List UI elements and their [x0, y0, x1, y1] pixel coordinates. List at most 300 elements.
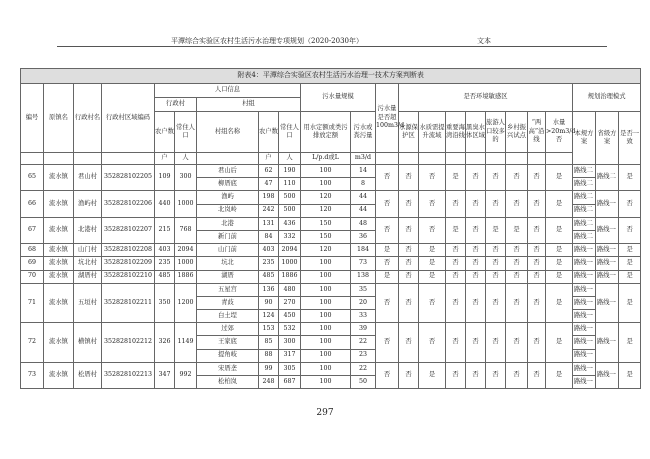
- table-row: [21, 283, 641, 296]
- cell-group-households: 403: [259, 244, 279, 257]
- cell-plan: 路线二: [573, 230, 596, 243]
- cell-sensitive: 否: [528, 191, 546, 217]
- cell-plan: 路线一: [573, 296, 596, 309]
- cell-households: 326: [155, 323, 175, 363]
- cell-village: 渔屿村: [74, 191, 102, 217]
- cell-sensitive: 否: [528, 165, 546, 191]
- units-blank: [486, 153, 506, 165]
- table-row: [21, 323, 641, 336]
- units-blank: [102, 153, 155, 165]
- cell-households: 350: [155, 283, 175, 323]
- cell-consistent: 是: [619, 165, 641, 191]
- cell-group-households: 84: [259, 230, 279, 243]
- header-quota: 用水定额或类污排放定额: [301, 112, 351, 153]
- cell-group-name: 湖厝: [197, 270, 259, 283]
- cell-sensitive: 否: [528, 323, 546, 363]
- cell-group-population: 500: [279, 204, 301, 217]
- cell-plan: 路线一: [573, 244, 596, 257]
- header-group-households: 农户数: [259, 112, 279, 153]
- cell-plan: 路线二: [573, 165, 596, 178]
- table-row: [21, 191, 641, 204]
- table-row: [21, 217, 641, 230]
- cell-town: 流水镇: [44, 257, 74, 270]
- cell-plan: 路线一: [573, 310, 596, 323]
- unit-group-households: 户: [259, 153, 279, 165]
- cell-town: 流水镇: [44, 323, 74, 363]
- cell-sensitive: 是: [546, 217, 573, 243]
- cell-sensitive: 否: [419, 323, 446, 363]
- cell-sensitive: 否: [399, 191, 419, 217]
- cell-sewage: 33: [351, 310, 376, 323]
- units-blank: [419, 153, 446, 165]
- cell-over100: 否: [376, 191, 399, 217]
- cell-plan: 路线一: [573, 283, 596, 296]
- cell-over100: 否: [376, 257, 399, 270]
- cell-sensitive: 是: [546, 191, 573, 217]
- cell-no: 73: [21, 362, 44, 388]
- cell-group-households: 47: [259, 178, 279, 191]
- cell-group-name: 过郊: [197, 323, 259, 336]
- cell-quota: 100: [301, 376, 351, 389]
- cell-group-households: 131: [259, 217, 279, 230]
- cell-provincial: 路线一: [596, 323, 619, 363]
- cell-sewage: 36: [351, 230, 376, 243]
- header-admin-village: 行政村: [155, 98, 197, 112]
- cell-group-name: 白土埕: [197, 310, 259, 323]
- header-over100: 污水量是否超100m3/d: [376, 84, 399, 153]
- cell-sensitive: 是: [546, 244, 573, 257]
- cell-group-households: 235: [259, 257, 279, 270]
- cell-village: 北港村: [74, 217, 102, 243]
- cell-population: 2094: [175, 244, 197, 257]
- cell-sensitive: 否: [446, 362, 466, 388]
- cell-quota: 150: [301, 217, 351, 230]
- cell-provincial: 路线一: [596, 362, 619, 388]
- cell-sensitive: 是: [419, 244, 446, 257]
- units-blank: [466, 153, 486, 165]
- cell-provincial: 路线一: [596, 257, 619, 270]
- header-sensitive-col: 水质需提升流域: [419, 112, 446, 153]
- cell-no: 65: [21, 165, 44, 191]
- cell-sensitive: 否: [399, 362, 419, 388]
- cell-sensitive: 否: [399, 270, 419, 283]
- cell-sewage: 138: [351, 270, 376, 283]
- cell-population: 1000: [175, 257, 197, 270]
- cell-sensitive: 否: [399, 323, 419, 363]
- cell-no: 68: [21, 244, 44, 257]
- cell-group-population: 687: [279, 376, 301, 389]
- cell-code: 352828102212: [102, 323, 155, 363]
- cell-sensitive: 否: [466, 191, 486, 217]
- cell-group-households: 248: [259, 376, 279, 389]
- cell-sensitive: 否: [399, 217, 419, 243]
- cell-no: 66: [21, 191, 44, 217]
- cell-sensitive: 否: [399, 257, 419, 270]
- cell-sensitive: 否: [466, 323, 486, 363]
- header-sewage: 污水或粪污量: [351, 112, 376, 153]
- cell-group-households: 198: [259, 191, 279, 204]
- cell-quota: 100: [301, 336, 351, 349]
- cell-sewage: 39: [351, 323, 376, 336]
- cell-town: 流水镇: [44, 283, 74, 323]
- cell-sensitive: 是: [419, 362, 446, 388]
- cell-group-name: 山门前: [197, 244, 259, 257]
- cell-group-population: 436: [279, 217, 301, 230]
- cell-population: 1200: [175, 283, 197, 323]
- cell-sewage: 44: [351, 191, 376, 204]
- table-title: 附表4：平潭综合实验区农村生活污水治理一技术方案判断表: [21, 69, 641, 84]
- cell-code: 352828102206: [102, 191, 155, 217]
- cell-plan: 路线二: [573, 178, 596, 191]
- cell-group-population: 450: [279, 310, 301, 323]
- cell-code: 352828102208: [102, 244, 155, 257]
- units-blank: [528, 153, 546, 165]
- cell-sensitive: 否: [528, 244, 546, 257]
- cell-quota: 120: [301, 204, 351, 217]
- cell-no: 71: [21, 283, 44, 323]
- header-sensitive-col: 黑臭水体区域: [466, 112, 486, 153]
- cell-consistent: 否: [619, 191, 641, 217]
- cell-households: 403: [155, 244, 175, 257]
- cell-sensitive: 否: [446, 283, 466, 323]
- cell-town: 流水镇: [44, 270, 74, 283]
- cell-group-name: 新门前: [197, 230, 259, 243]
- cell-no: 69: [21, 257, 44, 270]
- cell-plan: 路线二: [573, 191, 596, 204]
- header-plan: 本规方案: [573, 112, 596, 165]
- header-sensitive-col: 水源保护区: [399, 112, 419, 153]
- cell-consistent: 是: [619, 244, 641, 257]
- cell-sensitive: 否: [446, 191, 466, 217]
- cell-no: 70: [21, 270, 44, 283]
- cell-plan: 路线一: [573, 362, 596, 375]
- cell-group-name: 提角岐: [197, 349, 259, 362]
- cell-sensitive: 否: [506, 270, 528, 283]
- unit-sewage: m3/d: [351, 153, 376, 165]
- cell-consistent: 否: [619, 217, 641, 243]
- cell-sensitive: 是: [446, 217, 466, 243]
- cell-sewage: 48: [351, 217, 376, 230]
- cell-sensitive: 是: [546, 283, 573, 323]
- cell-sensitive: 是: [506, 217, 528, 243]
- cell-sensitive: 是: [486, 217, 506, 243]
- cell-plan: 路线一: [573, 376, 596, 389]
- cell-group-households: 124: [259, 310, 279, 323]
- cell-provincial: 路线一: [596, 244, 619, 257]
- table-row: [21, 270, 641, 283]
- cell-group-households: 485: [259, 270, 279, 283]
- header-code: 行政村区域编码: [102, 84, 155, 153]
- cell-consistent: 是: [619, 323, 641, 363]
- header-provincial: 省级方案: [596, 112, 619, 165]
- cell-group-name: 柳厝底: [197, 178, 259, 191]
- cell-quota: 100: [301, 270, 351, 283]
- cell-over100: 否: [376, 283, 399, 323]
- cell-sensitive: 否: [466, 244, 486, 257]
- cell-no: 72: [21, 323, 44, 363]
- cell-consistent: 是: [619, 270, 641, 283]
- cell-consistent: 是: [619, 257, 641, 270]
- units-blank: [446, 153, 466, 165]
- cell-code: 352828102209: [102, 257, 155, 270]
- cell-quota: 100: [301, 178, 351, 191]
- header-mode: 规划治理模式: [573, 84, 641, 112]
- unit-households: 户: [155, 153, 175, 165]
- cell-group-name: 五星宫: [197, 283, 259, 296]
- cell-group-population: 300: [279, 336, 301, 349]
- cell-households: 485: [155, 270, 175, 283]
- unit-group-population: 人: [279, 153, 301, 165]
- cell-sensitive: 否: [466, 217, 486, 243]
- cell-sensitive: 否: [506, 191, 528, 217]
- cell-sensitive: 否: [486, 283, 506, 323]
- cell-village: 横镇村: [74, 323, 102, 363]
- cell-village: 山门村: [74, 244, 102, 257]
- cell-population: 1000: [175, 191, 197, 217]
- cell-sensitive: 否: [486, 191, 506, 217]
- cell-sensitive: 否: [506, 362, 528, 388]
- cell-sensitive: 是: [446, 165, 466, 191]
- cell-group-name: 青歧: [197, 296, 259, 309]
- cell-group-population: 270: [279, 296, 301, 309]
- cell-group-households: 85: [259, 336, 279, 349]
- units-blank: [399, 153, 419, 165]
- cell-sensitive: 否: [506, 257, 528, 270]
- table-body: [21, 165, 641, 389]
- units-blank: [546, 153, 573, 165]
- cell-group-households: 242: [259, 204, 279, 217]
- cell-quota: 100: [301, 310, 351, 323]
- header-sensitive-col: 乡村振兴试点: [506, 112, 528, 153]
- cell-group-households: 88: [259, 349, 279, 362]
- cell-group-name: 渔屿: [197, 191, 259, 204]
- cell-village: 君山村: [74, 165, 102, 191]
- cell-sensitive: 否: [399, 165, 419, 191]
- header-sensitive-col: 重要海湾沿线: [446, 112, 466, 153]
- cell-sensitive: 否: [528, 362, 546, 388]
- cell-code: 352828102213: [102, 362, 155, 388]
- cell-over100: 否: [376, 323, 399, 363]
- cell-group-name: 北港: [197, 217, 259, 230]
- cell-quota: 100: [301, 362, 351, 375]
- header-sensitive-col: “两高”沿线: [528, 112, 546, 153]
- units-blank: [74, 153, 102, 165]
- cell-sensitive: 否: [486, 323, 506, 363]
- cell-provincial: 路线一: [596, 283, 619, 323]
- cell-quota: 100: [301, 323, 351, 336]
- cell-sensitive: 是: [546, 165, 573, 191]
- table-row: [21, 257, 641, 270]
- cell-plan: 路线一: [573, 323, 596, 336]
- cell-sensitive: 否: [466, 165, 486, 191]
- cell-plan: 路线一: [573, 257, 596, 270]
- cell-group-population: 190: [279, 165, 301, 178]
- cell-town: 流水镇: [44, 362, 74, 388]
- cell-sensitive: 否: [419, 283, 446, 323]
- cell-group-population: 480: [279, 283, 301, 296]
- cell-group-population: 332: [279, 230, 301, 243]
- cell-group-households: 62: [259, 165, 279, 178]
- cell-code: 352828102205: [102, 165, 155, 191]
- cell-households: 440: [155, 191, 175, 217]
- table-row: [21, 362, 641, 375]
- cell-quota: 100: [301, 296, 351, 309]
- cell-over100: 否: [376, 165, 399, 191]
- header-households: 农户数: [155, 112, 175, 153]
- cell-sewage: 22: [351, 362, 376, 375]
- cell-plan: 路线一: [573, 270, 596, 283]
- cell-quota: 100: [301, 349, 351, 362]
- cell-population: 1149: [175, 323, 197, 363]
- page-number: 297: [316, 408, 334, 418]
- cell-population: 300: [175, 165, 197, 191]
- cell-quota: 100: [301, 257, 351, 270]
- table-row: [21, 244, 641, 257]
- cell-sensitive: 否: [446, 270, 466, 283]
- cell-group-households: 99: [259, 362, 279, 375]
- header-sewage-scale: 污水量规模: [301, 84, 376, 112]
- cell-sensitive: 否: [446, 257, 466, 270]
- units-blank: [376, 153, 399, 165]
- units-blank: [506, 153, 528, 165]
- cell-sensitive: 是: [546, 323, 573, 363]
- cell-sensitive: 否: [486, 257, 506, 270]
- cell-village: 五垣村: [74, 283, 102, 323]
- cell-sewage: 14: [351, 165, 376, 178]
- cell-sewage: 184: [351, 244, 376, 257]
- cell-over100: 是: [376, 270, 399, 283]
- cell-village: 湖厝村: [74, 270, 102, 283]
- cell-sensitive: 否: [446, 323, 466, 363]
- cell-code: 352828102210: [102, 270, 155, 283]
- cell-town: 流水镇: [44, 165, 74, 191]
- cell-group-population: 2094: [279, 244, 301, 257]
- cell-code: 352828102211: [102, 283, 155, 323]
- cell-population: 992: [175, 362, 197, 388]
- header-sensitive-col: 旅游人口较多的: [486, 112, 506, 153]
- cell-sensitive: 否: [486, 270, 506, 283]
- cell-group-name: 宋厝垄: [197, 362, 259, 375]
- cell-sensitive: 否: [506, 323, 528, 363]
- header-population-info: 人口信息: [155, 84, 301, 98]
- cell-sensitive: 否: [466, 270, 486, 283]
- cell-group-name: 王家底: [197, 336, 259, 349]
- unit-population: 人: [175, 153, 197, 165]
- header-sensitive: 是否环境敏感区: [399, 84, 573, 112]
- cell-group-population: 305: [279, 362, 301, 375]
- cell-sensitive: 否: [506, 244, 528, 257]
- header-no: 编号: [21, 84, 44, 153]
- cell-population: 1886: [175, 270, 197, 283]
- header-town: 原镇名: [44, 84, 74, 153]
- cell-group-population: 500: [279, 191, 301, 204]
- cell-quota: 100: [301, 165, 351, 178]
- cell-sensitive: 否: [506, 165, 528, 191]
- cell-sensitive: 否: [466, 283, 486, 323]
- cell-provincial: 路线一: [596, 270, 619, 283]
- cell-sensitive: 否: [419, 217, 446, 243]
- cell-households: 215: [155, 217, 175, 243]
- cell-provincial: 路线一: [596, 217, 619, 243]
- cell-households: 109: [155, 165, 175, 191]
- unit-quota: L/p.d或L: [301, 153, 351, 165]
- cell-sensitive: 否: [486, 362, 506, 388]
- cell-town: 流水镇: [44, 191, 74, 217]
- cell-sewage: 23: [351, 349, 376, 362]
- cell-provincial: 路线二: [596, 165, 619, 191]
- cell-households: 235: [155, 257, 175, 270]
- cell-sewage: 22: [351, 336, 376, 349]
- cell-consistent: 是: [619, 283, 641, 323]
- cell-group-name: 松柏岚: [197, 376, 259, 389]
- table-row: [21, 165, 641, 178]
- cell-sewage: 73: [351, 257, 376, 270]
- cell-provincial: 路线一: [596, 191, 619, 217]
- document-title: 平潭综合实验区农村生活污水治理专项规划（2020-2030年）: [171, 37, 363, 45]
- cell-households: 347: [155, 362, 175, 388]
- header-group: 村组: [197, 98, 301, 112]
- cell-sensitive: 否: [486, 165, 506, 191]
- cell-plan: 路线二: [573, 204, 596, 217]
- cell-plan: 路线二: [573, 217, 596, 230]
- cell-sensitive: 否: [419, 165, 446, 191]
- cell-sensitive: 否: [486, 244, 506, 257]
- cell-group-population: 110: [279, 178, 301, 191]
- cell-quota: 100: [301, 283, 351, 296]
- cell-sensitive: 是: [546, 270, 573, 283]
- cell-town: 流水镇: [44, 217, 74, 243]
- cell-sensitive: 否: [399, 283, 419, 323]
- cell-no: 67: [21, 217, 44, 243]
- running-header: [57, 34, 607, 47]
- cell-sensitive: 是: [419, 270, 446, 283]
- cell-sensitive: 是: [546, 362, 573, 388]
- cell-sensitive: 否: [528, 270, 546, 283]
- header-group-resident-pop: 常住人口: [279, 112, 301, 153]
- cell-over100: 否: [376, 362, 399, 388]
- cell-sensitive: 否: [466, 257, 486, 270]
- cell-group-households: 136: [259, 283, 279, 296]
- cell-sewage: 50: [351, 376, 376, 389]
- cell-over100: 否: [376, 217, 399, 243]
- technical-scheme-table: [20, 68, 641, 389]
- cell-group-name: 北岚岭: [197, 204, 259, 217]
- cell-plan: 路线一: [573, 349, 596, 362]
- cell-quota: 150: [301, 230, 351, 243]
- header-sensitive-col: 水量>20m3/d否: [546, 112, 573, 153]
- cell-group-population: 532: [279, 323, 301, 336]
- cell-group-name: 君山后: [197, 165, 259, 178]
- cell-village: 坑北村: [74, 257, 102, 270]
- cell-consistent: 是: [619, 362, 641, 388]
- cell-sewage: 20: [351, 296, 376, 309]
- cell-sensitive: 否: [528, 217, 546, 243]
- cell-town: 流水镇: [44, 244, 74, 257]
- cell-sensitive: 否: [446, 244, 466, 257]
- cell-sensitive: 否: [399, 244, 419, 257]
- cell-sewage: 44: [351, 204, 376, 217]
- cell-sensitive: 否: [528, 283, 546, 323]
- cell-group-households: 90: [259, 296, 279, 309]
- cell-code: 352828102207: [102, 217, 155, 243]
- cell-over100: 是: [376, 244, 399, 257]
- cell-village: 松厝村: [74, 362, 102, 388]
- header-consistent: 是否一致: [619, 112, 641, 165]
- units-blank: [21, 153, 44, 165]
- header-village: 行政村名: [74, 84, 102, 153]
- header-group-name: 村组名称: [197, 112, 259, 153]
- cell-group-households: 153: [259, 323, 279, 336]
